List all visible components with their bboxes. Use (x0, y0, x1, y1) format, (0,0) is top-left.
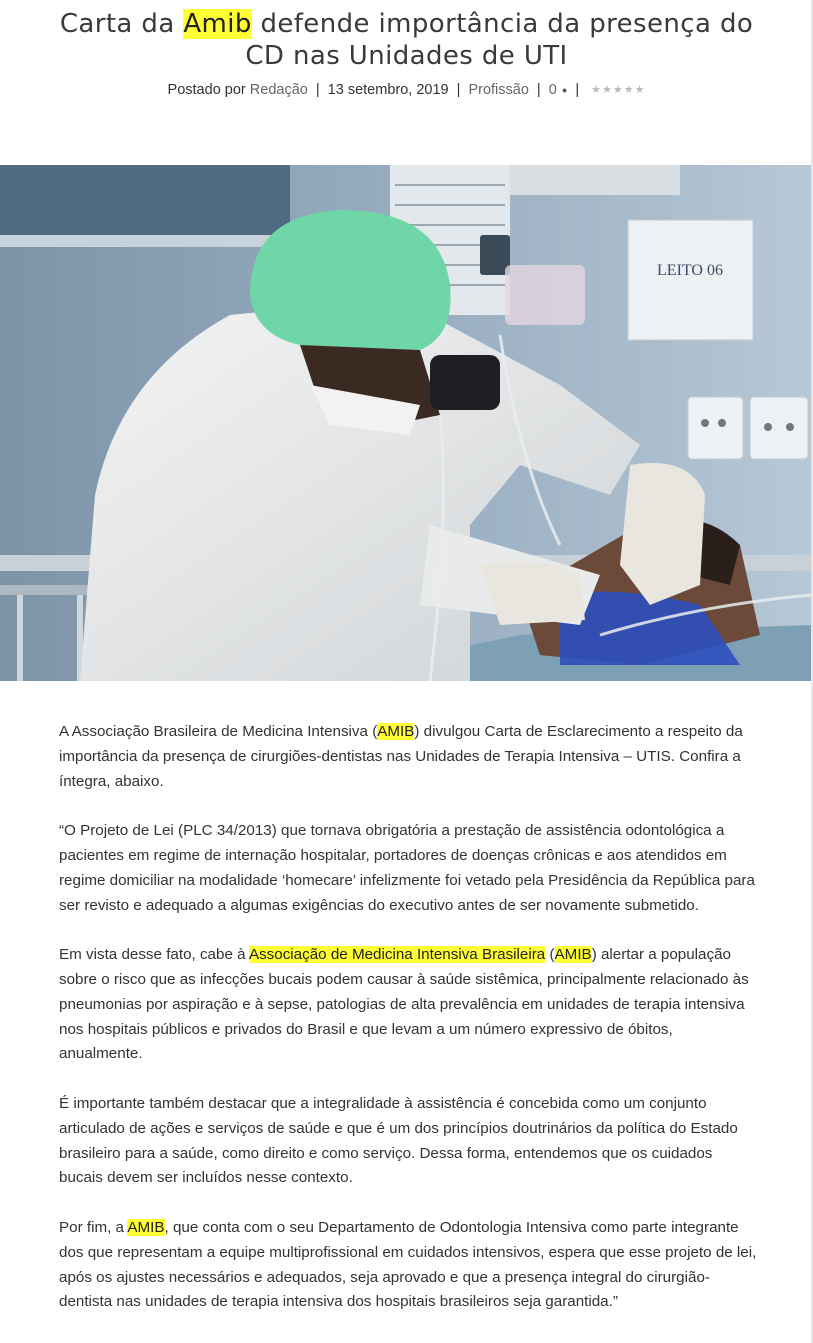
featured-image-illustration (0, 165, 811, 681)
p3-text-rest: ) alertar a população sobre o risco que as infecções bucais podem causar à saúde sistêmica, principalmente relacionado às pneumonias por aspiração e à sepse, patologias de alta prevalência em unidades de terapia intensiva nos hospitais públicos e privados do Brasil e que levam a um número expressivo de óbitos, anualmente. (59, 946, 749, 1063)
comments-link[interactable] (549, 82, 568, 98)
highlight-amib: AMIB (554, 946, 592, 964)
title-text: Carta da (59, 9, 184, 39)
p5-text: Por fim, a (59, 1218, 128, 1236)
p5-text-rest: , que conta com o seu Departamento de Odontologia Intensiva como parte integrante dos que representam a equipe multiprofissional em cuidados intensivos, espera que esse projeto de lei, após os ajustes necessários e adequados, seja aprovado e que a presença integral do cirurgião-dentista nas unidades de terapia intensiva dos hospitais brasileiros seja garantida.” (59, 1218, 757, 1311)
meta-separator: | (575, 82, 580, 98)
paragraph-2: “O Projeto de Lei (PLC 34/2013) que tornava obrigatória a prestação de assistência odontológica a pacientes em regime de internação hospitalar, portadores de doenças crônicas e aos atendidos em regime domiciliar na modalidade ‘homecare’ infelizmente foi vetado pela Presidência da República para ser revisto e adequado a algumas exigências do executivo antes de ser novamente submetido. (59, 822, 755, 914)
post-date: 13 setembro, 2019 (327, 82, 449, 98)
p1-text: A Associação Brasileira de Medicina Intensiva ( (59, 723, 378, 740)
article-body (59, 720, 759, 1340)
p3-text-mid: ( (545, 946, 555, 964)
highlight-association: Associação de Medicina Intensiva Brasileira (248, 946, 546, 964)
highlight-amib: AMIB (377, 723, 415, 740)
title-highlight: Amib (183, 9, 252, 39)
comment-bubble-icon: ● (561, 85, 568, 95)
posted-by-label: Postado por (167, 82, 246, 98)
featured-image (0, 165, 811, 681)
bed-label: LEITO 06 (657, 262, 723, 279)
post-header (0, 0, 813, 98)
p3-text: Em vista desse fato, cabe à (59, 946, 249, 964)
highlight-amib: AMIB (127, 1218, 165, 1236)
title-text-rest: defende importância da presença do CD nas Unidades de UTI (245, 9, 754, 71)
page-title (47, 8, 767, 72)
post-meta (0, 82, 813, 98)
star-rating[interactable]: ★★★★★ (591, 84, 646, 96)
comment-count: 0 (548, 82, 557, 98)
p1-text-rest: ) divulgou Carta de Esclarecimento a respeito da importância da presença de cirurgiões-dentistas nas Unidades de Terapia Intensiva – UTIS. Confira a íntegra, abaixo. (59, 723, 743, 790)
meta-separator: | (456, 82, 461, 98)
author-link[interactable]: Redação (249, 82, 308, 98)
paragraph-3 (59, 943, 759, 1067)
paragraph-5 (59, 1216, 759, 1315)
category-link[interactable]: Profissão (468, 82, 529, 98)
meta-separator: | (536, 82, 541, 98)
paragraph-1 (59, 720, 759, 794)
meta-separator: | (315, 82, 320, 98)
paragraph-4: É importante também destacar que a integralidade à assistência é concebida como um conjunto articulado de ações e serviços de saúde e que é um dos princípios doutrinários da política do Estado brasileiro para a saúde, como direito e como serviço. Dessa forma, entendemos que os cuidados bucais devem ser incluídos nesse contexto. (59, 1094, 738, 1187)
